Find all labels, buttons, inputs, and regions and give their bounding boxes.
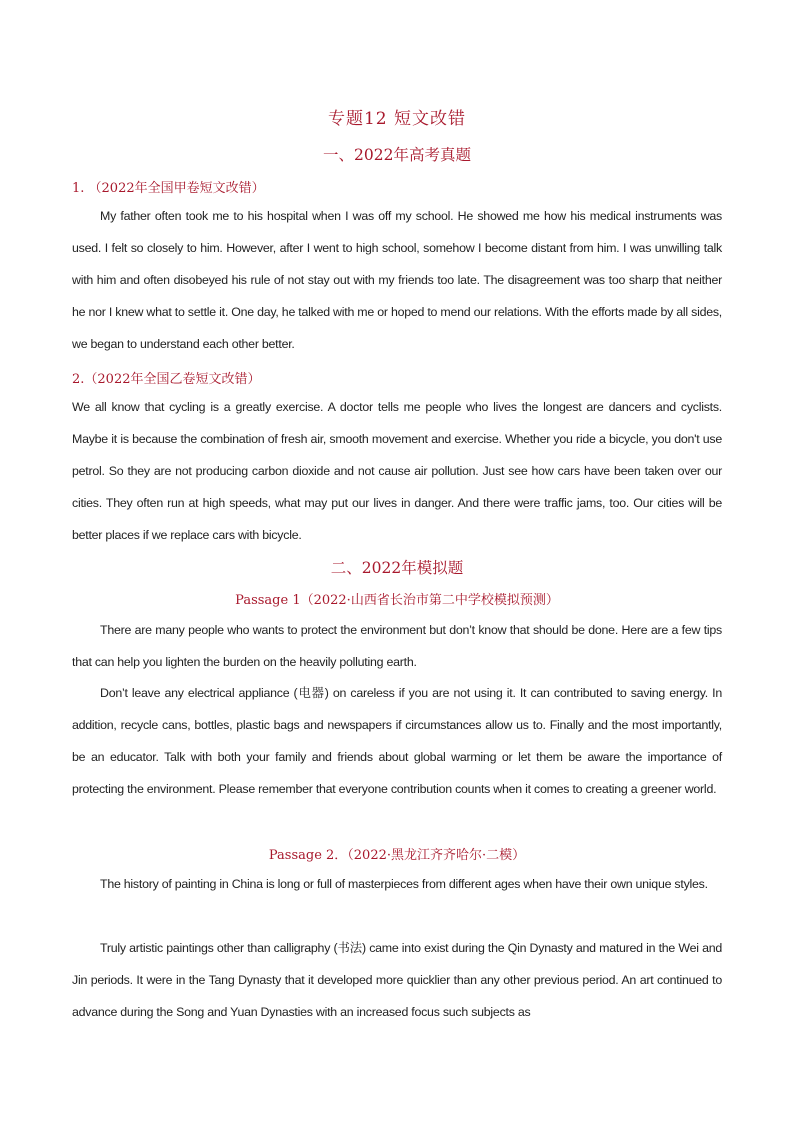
question-2-label: 2.（2022年全国乙卷短文改错） xyxy=(72,372,261,387)
question-2-text: We all know that cycling is a greatly exercise. A doctor tells me people who lives the longest are dancers and cyclists. Maybe it is because the combination of fresh air, smooth movement and exercise. Whether you ride a bicycle, you don't use petrol. So they are not producing carbon dioxide and not cause air pollution. Just see how cars have been taken over our cities. They often run at high speeds, what may put our lives in danger. And there were traffic jams, too. Our cities will be better places if we replace cars with bicycle. xyxy=(72,400,722,542)
passage-2-paragraph-1: The history of painting in China is long or full of masterpieces from different ages when have their own unique styles. xyxy=(100,877,708,891)
passage-2-heading: Passage 2．（2022·黑龙江齐齐哈尔·二模） xyxy=(268,848,526,863)
page-title: 专题12 短文改错 xyxy=(327,109,467,129)
passage-1-heading: Passage 1（2022·山西省长治市第二中学校模拟预测） xyxy=(235,593,559,608)
section-heading-mock: 二、2022年模拟题 xyxy=(330,559,464,577)
question-1-label: 1. （2022年全国甲卷短文改错） xyxy=(72,181,265,196)
section-heading-gaokao: 一、2022年高考真题 xyxy=(323,146,471,164)
passage-2-paragraph-2: Truly artistic paintings other than calligraphy (书法) came into exist during the Qin Dynasty and matured in the Wei and Jin periods. It were in the Tang Dynasty that it developed more quicklier than any other previous period. An art continued to advance during the Song and Yuan Dynasties with an increased focus such subjects as xyxy=(72,941,722,1019)
passage-1-paragraph-2: Don’t leave any electrical appliance (电器) on careless if you are not using it. It can contributed to saving energy. In addition, recycle cans, bottles, plastic bags and newspapers if circumstances allow us to. Finally and the most importantly, be an educator. Talk with both your family and friends about global warming or let them be aware the importance of protecting the environment. Please remember that everyone contribution counts when it comes to creating a greener world. xyxy=(72,686,722,796)
question-1-text: My father often took me to his hospital when I was off my school. He showed me how his medical instruments was used. I felt so closely to him. However, after I went to high school, somehow I become distant from him. I was unwilling talk with him and often disobeyed his rule of not stay out with my friends too late. The disagreement was too sharp that neither he nor I knew what to settle it. One day, he talked with me or hoped to mend our relations. With the efforts made by all sides, we began to understand each other better. xyxy=(72,209,722,351)
passage-1-paragraph-1: There are many people who wants to protect the environment but don’t know that should be done. Here are a few tips that can help you lighten the burden on the heavily polluting earth. xyxy=(72,623,722,669)
